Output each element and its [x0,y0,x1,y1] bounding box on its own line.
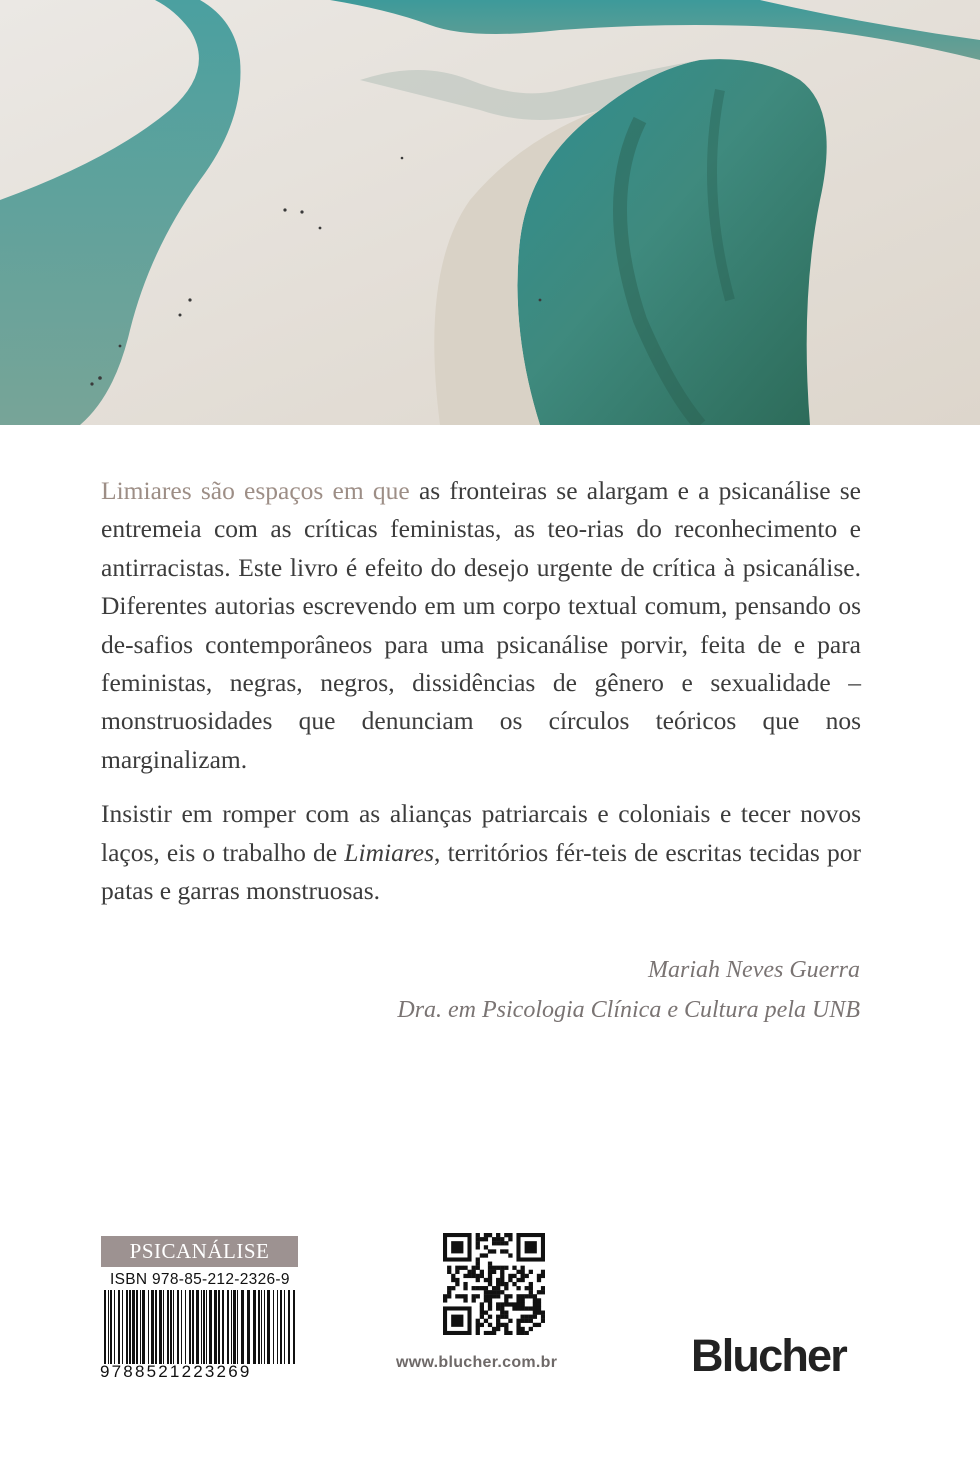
publisher-logo: Blucher [691,1330,846,1381]
blurb-paragraph-2 [101,795,861,910]
cover-photo [0,0,980,425]
signature-name: Mariah Neves Guerra [648,957,860,983]
barcode [104,1290,298,1364]
blurb-paragraph-1-text: as fronteiras se alargam e a psicanálise se entremeia com as críticas feministas, as teo-rias do reconhecimento e antirracistas. Este livro é efeito do desejo urgente de crítica à psicanálise. Diferentes autorias escrevendo em um corpo textual comum, pensando os de-safios contemporâneos para uma psicanálise porvir, feita de e para feministas, negras, negros, dissidências de gênero e sexualidade – monstruosidades que denunciam os círculos teóricos que nos marginalizam. [101,476,861,774]
blurb-paragraph-2-text-b: , territórios fér-teis de escritas tecidas por patas e garras monstruosas. [101,837,861,906]
category-label: PSICANÁLISE [101,1236,298,1267]
back-cover-blurb [101,472,861,910]
book-title-italic: Limiares [344,837,435,867]
qr-code [443,1233,545,1335]
barcode-digits: 9788521223269 [100,1362,252,1381]
blurb-paragraph-1 [101,472,861,779]
isbn-text: ISBN 978-85-212-2326-9 [110,1271,290,1288]
signature-credential: Dra. em Psicologia Clínica e Cultura pela UNB [397,997,860,1023]
blurb-lead: Limiares são espaços em que [101,476,410,505]
blurb-paragraph-2-text-a: Insistir em romper com as alianças patriarcais e coloniais e tecer novos laços, eis o trabalho de [101,799,861,867]
publisher-url: www.blucher.com.br [396,1354,558,1371]
